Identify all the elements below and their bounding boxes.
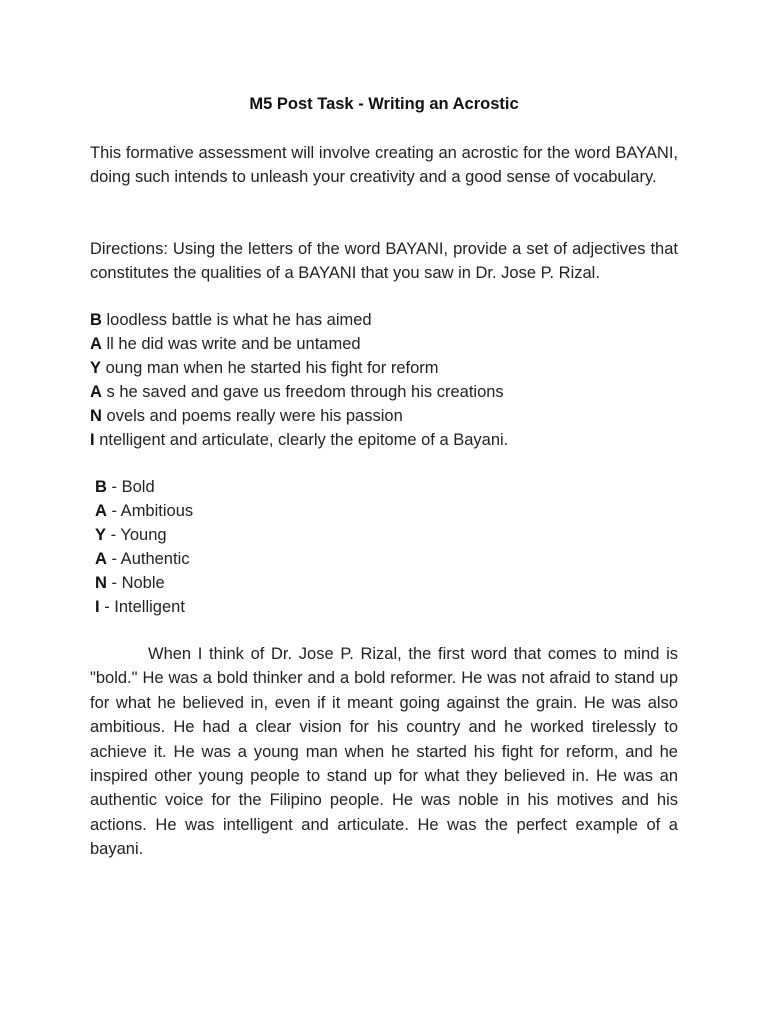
adjective-list <box>95 475 495 619</box>
acrostic-letter: N <box>90 407 102 425</box>
acrostic-line <box>90 332 690 356</box>
acrostic-letter: A <box>90 383 102 401</box>
adjective-letter: A <box>95 550 107 568</box>
acrostic-text: oung man when he started his fight for reform <box>105 359 439 377</box>
adjective-item <box>95 475 495 499</box>
acrostic-text: loodless battle is what he has aimed <box>106 311 372 329</box>
adjective-letter: N <box>95 574 107 592</box>
acrostic-letter: I <box>90 431 95 449</box>
adjective-item <box>95 595 495 619</box>
acrostic-line <box>90 356 690 380</box>
adjective-letter: Y <box>95 526 107 544</box>
acrostic-text: ovels and poems really were his passion <box>106 407 403 425</box>
adjective-item <box>95 523 495 547</box>
page-title: M5 Post Task - Writing an Acrostic <box>249 95 519 113</box>
acrostic-line <box>90 404 690 428</box>
adjective-text: - Ambitious <box>111 502 194 520</box>
adjective-text: - Noble <box>111 574 165 592</box>
adjective-text: - Bold <box>111 478 155 496</box>
adjective-item <box>95 547 495 571</box>
directions-paragraph: Directions: Using the letters of the word BAYANI, provide a set of adjectives that constitutes the qualities of a BAYANI that you saw in Dr. Jose P. Rizal. <box>90 240 678 283</box>
adjective-item <box>95 571 495 595</box>
acrostic-text: ll he did was write and be untamed <box>106 335 361 353</box>
adjective-letter: A <box>95 502 107 520</box>
adjective-letter: I <box>95 598 100 616</box>
adjective-text: - Intelligent <box>104 598 185 616</box>
acrostic-line <box>90 308 690 332</box>
adjective-item <box>95 499 495 523</box>
adjective-letter: B <box>95 478 107 496</box>
acrostic-poem <box>90 308 690 452</box>
acrostic-line <box>90 380 690 404</box>
acrostic-text: ntelligent and articulate, clearly the epitome of a Bayani. <box>99 431 509 449</box>
essay-paragraph: When I think of Dr. Jose P. Rizal, the first word that comes to mind is "bold." He was a bold thinker and a bold reformer. He was not afraid to stand up for what he believed in, even if it meant going against the grain. He was also ambitious. He had a clear vision for his country and he worked tirelessly to achieve it. He was a young man when he started his fight for reform, and he inspired other young people to stand up for what they believed in. He was an authentic voice for the Filipino people. He was noble in his motives and his actions. He was intelligent and articulate. He was the perfect example of a bayani. <box>90 645 678 859</box>
adjective-text: - Young <box>110 526 167 544</box>
acrostic-letter: B <box>90 311 102 329</box>
adjective-text: - Authentic <box>111 550 190 568</box>
acrostic-letter: Y <box>90 359 102 377</box>
intro-paragraph: This formative assessment will involve creating an acrostic for the word BAYANI, doing such intends to unleash your creativity and a good sense of vocabulary. <box>90 144 678 187</box>
acrostic-text: s he saved and gave us freedom through his creations <box>106 383 504 401</box>
acrostic-letter: A <box>90 335 102 353</box>
acrostic-line <box>90 428 690 452</box>
